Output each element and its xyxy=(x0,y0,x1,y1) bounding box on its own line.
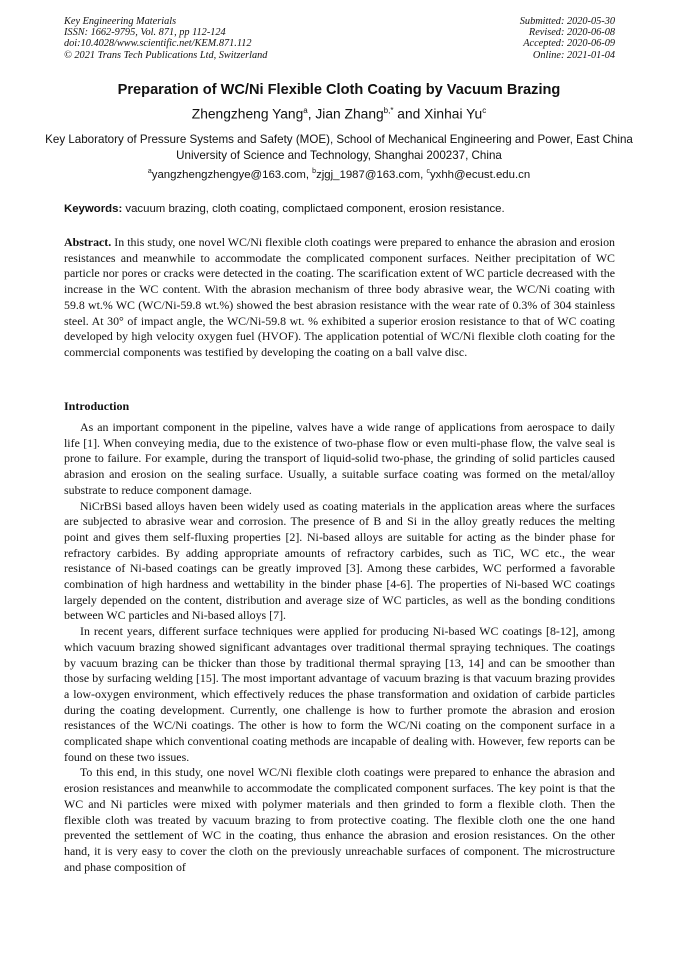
abstract-label: Abstract. xyxy=(64,235,112,249)
copyright-line: © 2021 Trans Tech Publications Ltd, Switzerland xyxy=(64,49,268,61)
email-superscript: c xyxy=(426,168,430,175)
author-separator: , xyxy=(307,106,316,122)
paragraph: NiCrBSi based alloys haven been widely used as coating materials in the application areas where the surfaces are subjected to abrasive wear and corrosion. The presence of B and Si in the alloy greatly reduces the melting point and gives them self-fluxing properties [2]. Ni-based alloys are suitable for acting as the binder phase for refractory carbides. By adding appropriate amounts of refractory carbides, such as TiC, WC etc., the wear resistance of Ni-based coatings can be greatly improved [3]. Among these carbides, WC performed a favorable combination of high hardness and wettability in the binder phase [4-6]. The properties of Ni-based WC coatings largely depended on the content, distribution and average size of WC particles, as well as the bonding conditions between WC particles and Ni-based alloys [7]. xyxy=(64,498,615,623)
publication-dates xyxy=(520,16,615,61)
author-superscript: c xyxy=(482,106,487,115)
email-separator: , xyxy=(420,168,427,181)
author-name: Jian Zhang xyxy=(315,106,384,122)
accepted-date: Accepted: 2020-06-09 xyxy=(523,38,615,50)
author-name: Xinhai Yu xyxy=(424,106,483,122)
author-separator: and xyxy=(393,106,425,122)
submitted-date: Submitted: 2020-05-30 xyxy=(519,16,615,27)
paragraph: As an important component in the pipeline, valves have a wide range of applications from aerospace to daily life [1]. When conveying media, due to the existence of two-phase flow or even multi-phase flow, the valve seal is prone to failure. For example, during the transport of liquid-solid two-phase, the grinding of solid particles caused abrasion and erosion on the sealing surface. Usually, a suitable surface coating was formed on the metal/alloy substrate to reduce component damage. xyxy=(64,420,615,497)
author-superscript: a xyxy=(303,106,308,115)
author-superscript: b,* xyxy=(383,106,394,115)
affiliation: Key Laboratory of Pressure Systems and Safety (MOE), School of Mechanical Engineering and Power, East China University of Science and Technology, Shanghai 200237, China xyxy=(45,133,633,162)
online-date: Online: 2021-01-04 xyxy=(532,49,615,61)
author-name: Zhengzheng Yang xyxy=(191,106,304,122)
introduction-body xyxy=(64,420,615,875)
email-superscript: a xyxy=(147,168,152,175)
email-address: yangzhengzhengye@163.com xyxy=(151,168,306,181)
email-list xyxy=(0,168,678,181)
journal-info xyxy=(64,16,267,61)
email-separator: , xyxy=(305,168,313,181)
email-address: yxhh@ecust.edu.cn xyxy=(429,168,531,181)
doi-line: doi:10.4028/www.scientific.net/KEM.871.112 xyxy=(64,38,252,50)
email-address: zjgj_1987@163.com xyxy=(316,168,421,181)
issn-line: ISSN: 1662-9795, Vol. 871, pp 112-124 xyxy=(64,27,226,39)
abstract-text: In this study, one novel WC/Ni flexible cloth coatings were prepared to enhance the abrasion and erosion resistances and meanwhile to accommodate the complicated component surfaces. Neither precipitation of WC particle nor pores or cracks were detected in the coating. The scarification extent of WC particle decreased with the increase in the WC content. With the abrasion mechanism of three body abrasive wear, the WC/Ni coating with 59.8 wt.% WC (WC/Ni-59.8 wt.%) showed the best abrasion resistance with the wear rate of 0.3% of 304 stainless steel. At 30° of impact angle, the WC/Ni-59.8 wt. % exhibited a superior erosion resistance to that of WC coating developed by high velocity oxygen fuel (HVOF). The application potential of WC/Ni flexible cloth coating for the commercial components was testified by developing the coating on a ball valve disc. xyxy=(64,235,615,359)
author-list xyxy=(0,106,678,122)
keywords-text: vacuum brazing, cloth coating, complictaed component, erosion resistance. xyxy=(122,203,505,215)
abstract xyxy=(64,235,615,361)
keywords-line xyxy=(64,203,614,215)
paragraph: In recent years, different surface techniques were applied for producing Ni-based WC coatings [8-12], among which vacuum brazing showed significant advantages over traditional thermal spraying techniques. The coatings by vacuum brazing can be thicker than those by traditional thermal spraying [13, 14] and can be smoother than those by surfacing welding [15]. The most important advantage of vacuum brazing is that vacuum brazing provides a low-oxygen environment, which effectively reduces the phase transformation and oxidation of carbide particles during the coating development. Currently, one challenge is how to further promote the abrasion and erosion resistances of the WC/Ni coatings. The other is how to form the WC/Ni coating on the component surface in a complicated shape which conventional coating methods are incapable of dealing with. However, few reports can be found on these two issues. xyxy=(64,624,615,764)
journal-name: Key Engineering Materials xyxy=(64,16,177,27)
email-superscript: b xyxy=(312,168,317,175)
revised-date: Revised: 2020-06-08 xyxy=(528,27,615,39)
keywords-label: Keywords: xyxy=(64,203,123,215)
paper-title: Preparation of WC/Ni Flexible Cloth Coating by Vacuum Brazing xyxy=(117,82,561,98)
section-heading: Introduction xyxy=(64,399,130,413)
paragraph: To this end, in this study, one novel WC/Ni flexible cloth coatings were prepared to enhance the abrasion and erosion resistances and meanwhile to accommodate the complicated component surfaces. The key point is that the WC and Ni particles were mixed with polymer materials and then grinded to form a flexible cloth. Then the flexible cloth was treated by vacuum brazing to from protective coating. The flexible cloth one the one hand prevented the settlement of WC in the coating, thus enhance the abrasion and erosion resistances. On the other hand, it is very easy to cover the cloth on the previously unreachable surfaces of component. The microstructure and phase composition of xyxy=(64,765,615,874)
